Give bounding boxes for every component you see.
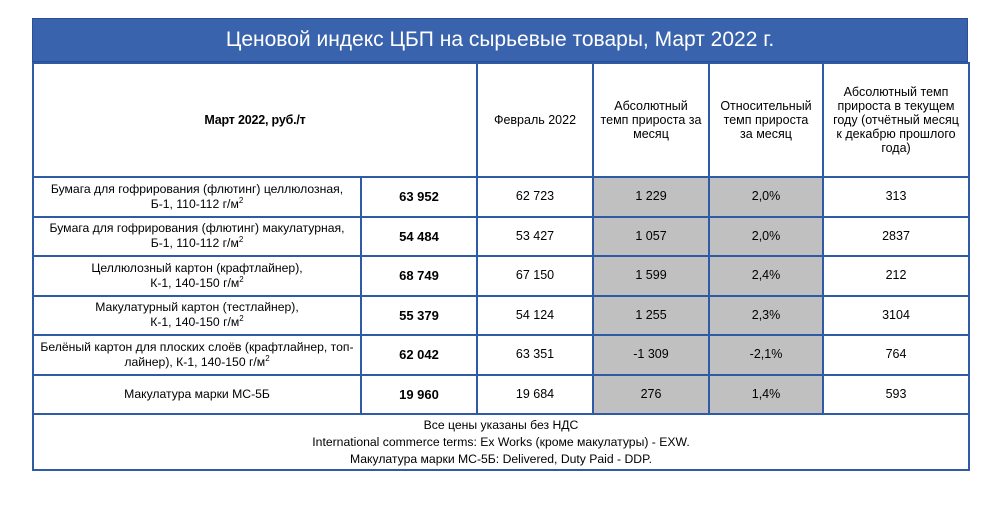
price-march: 62 042: [361, 335, 477, 375]
product-name: [33, 375, 361, 415]
price-table: [32, 62, 970, 471]
product-name-line1: Макулатурный картон (тестлайнер),: [95, 300, 299, 315]
price-march: 55 379: [361, 296, 477, 336]
table-row: [33, 256, 969, 296]
note-vat: Все цены указаны без НДС: [423, 417, 579, 432]
unit-superscript: 2: [239, 274, 244, 284]
product-name-line2: [40, 197, 354, 212]
product-name: [33, 335, 361, 375]
rel-growth-month: 2,0%: [709, 177, 823, 217]
abs-growth-year: 212: [823, 256, 969, 296]
abs-growth-month: 276: [593, 375, 709, 415]
header-abs-growth-month: Абсолютный темп прироста за месяц: [593, 63, 709, 177]
header-february-2022: Февраль 2022: [477, 63, 593, 177]
product-name-line1: Бумага для гофрирования (флютинг) целлюлозная,: [50, 181, 344, 196]
price-february: 53 427: [477, 217, 593, 257]
price-march: 19 960: [361, 375, 477, 415]
price-february: 62 723: [477, 177, 593, 217]
product-name-line1: Белёный картон для плоских слоёв (крафтлайнер, топ-: [40, 339, 354, 354]
product-spec: Б-1, 110-112 г/м: [150, 236, 239, 251]
price-index-report: [32, 18, 968, 471]
rel-growth-month: 2,4%: [709, 256, 823, 296]
abs-growth-year: 2837: [823, 217, 969, 257]
price-march: 54 484: [361, 217, 477, 257]
price-february: 54 124: [477, 296, 593, 336]
abs-growth-month: -1 309: [593, 335, 709, 375]
unit-superscript: 2: [265, 353, 270, 363]
unit-superscript: 2: [238, 195, 244, 205]
abs-growth-year: 313: [823, 177, 969, 217]
table-row: [33, 335, 969, 375]
product-name-line2: [40, 236, 354, 251]
product-spec: К-1, 140-150 г/м: [150, 315, 240, 330]
product-name: [33, 296, 361, 336]
notes-cell: [33, 414, 969, 470]
unit-superscript: 2: [238, 235, 244, 245]
report-title: Ценовой индекс ЦБП на сырьевые товары, Март 2022 г.: [32, 18, 968, 62]
abs-growth-month: 1 057: [593, 217, 709, 257]
table-row: [33, 375, 969, 415]
price-march: 63 952: [361, 177, 477, 217]
abs-growth-month: 1 599: [593, 256, 709, 296]
price-february: 19 684: [477, 375, 593, 415]
product-name-line2: [40, 355, 354, 370]
abs-growth-month: 1 255: [593, 296, 709, 336]
price-february: 67 150: [477, 256, 593, 296]
header-abs-growth-year: Абсолютный темп прироста в текущем году (отчётный месяц к декабрю прошлого года): [823, 63, 969, 177]
abs-growth-year: 764: [823, 335, 969, 375]
product-name-line2: [40, 315, 354, 330]
header-march-2022: Март 2022, руб./т: [33, 63, 477, 177]
abs-growth-year: 3104: [823, 296, 969, 336]
product-spec: Б-1, 110-112 г/м: [150, 196, 239, 211]
product-name-line1: Целлюлозный картон (крафтлайнер),: [91, 260, 303, 275]
abs-growth-month: 1 229: [593, 177, 709, 217]
product-spec: К-1, 140-150 г/м: [150, 275, 240, 290]
unit-superscript: 2: [239, 314, 244, 324]
rel-growth-month: 2,0%: [709, 217, 823, 257]
note-wastepaper: Макулатура марки МС-5Б: Delivered, Duty Paid - DDP.: [349, 451, 653, 466]
abs-growth-year: 593: [823, 375, 969, 415]
price-february: 63 351: [477, 335, 593, 375]
rel-growth-month: 1,4%: [709, 375, 823, 415]
rel-growth-month: 2,3%: [709, 296, 823, 336]
product-name-line1: Макулатура марки МС-5Б: [124, 386, 270, 401]
price-march: 68 749: [361, 256, 477, 296]
notes-row: [33, 414, 969, 470]
product-name-line1: Бумага для гофрирования (флютинг) макулатурная,: [49, 221, 345, 236]
product-name: [33, 177, 361, 217]
rel-growth-month: -2,1%: [709, 335, 823, 375]
table-row: [33, 296, 969, 336]
product-name-line2: [40, 276, 354, 291]
product-name: [33, 217, 361, 257]
header-rel-growth-month: Относительный темп прироста за месяц: [709, 63, 823, 177]
product-spec: лайнер), К-1, 140-150 г/м: [124, 354, 266, 369]
header-row: [33, 63, 969, 177]
table-row: [33, 177, 969, 217]
product-name: [33, 256, 361, 296]
table-row: [33, 217, 969, 257]
note-incoterms: International commerce terms: Ex Works (кроме макулатуры) - EXW.: [312, 434, 690, 449]
